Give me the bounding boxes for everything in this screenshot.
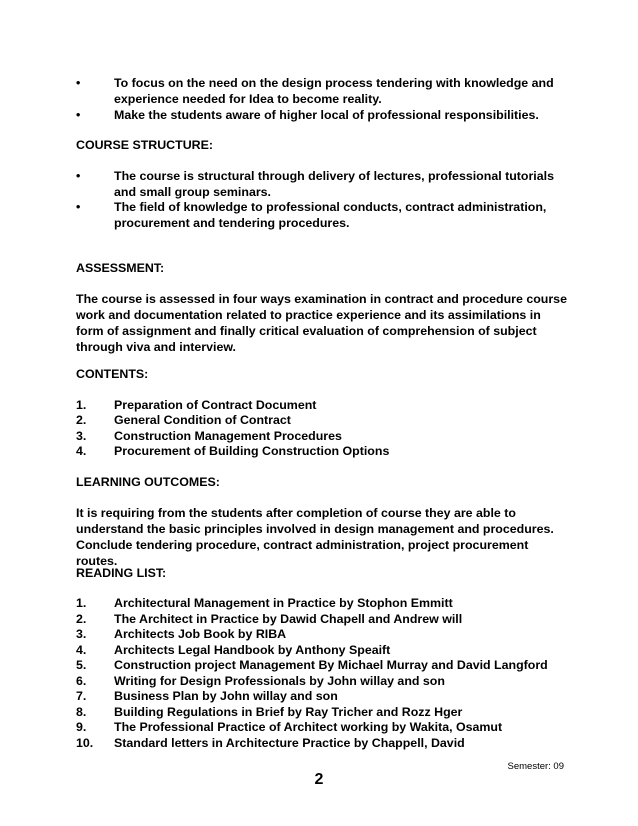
contents-heading: CONTENTS: <box>76 367 149 381</box>
contents-text: Preparation of Contract Document <box>114 398 317 412</box>
reading-list-text: Architects Job Book by RIBA <box>114 627 287 641</box>
reading-list-text: Building Regulations in Brief by Ray Tricher and Rozz Hger <box>114 705 463 719</box>
course-structure-text: The course is structural through delivery of lectures, professional tutorials and small group seminars. <box>114 169 554 199</box>
reading-list-text: Architectural Management in Practice by Stophon Emmitt <box>114 596 453 610</box>
bullet-icon: • <box>76 108 81 122</box>
learning-outcomes-heading: LEARNING OUTCOMES: <box>76 475 220 489</box>
reading-list-item <box>76 704 566 720</box>
reading-list-item <box>76 673 566 689</box>
contents-text: Construction Management Procedures <box>114 429 342 443</box>
reading-list-item <box>76 642 566 658</box>
reading-list-number: 3. <box>76 627 87 641</box>
objective-item <box>76 107 566 123</box>
course-structure-item <box>76 168 566 200</box>
reading-list-text: Construction project Management By Michael Murray and David Langford <box>114 658 548 672</box>
reading-list-item <box>76 611 566 627</box>
assessment-heading: ASSESSMENT: <box>76 261 165 275</box>
reading-list-number: 2. <box>76 612 87 626</box>
objective-text: Make the students aware of higher local of professional responsibilities. <box>114 108 539 122</box>
reading-list-item <box>76 657 566 673</box>
reading-list-number: 5. <box>76 658 87 672</box>
contents-number: 3. <box>76 429 87 443</box>
reading-list-item <box>76 735 566 751</box>
reading-list-text: The Professional Practice of Architect working by Wakita, Osamut <box>114 720 503 734</box>
contents-item <box>76 443 566 459</box>
reading-list-text: Architects Legal Handbook by Anthony Speaift <box>114 643 391 657</box>
reading-list-number: 9. <box>76 720 87 734</box>
contents-text: General Condition of Contract <box>114 413 291 427</box>
course-structure-item <box>76 199 566 231</box>
page-number: 2 <box>314 771 324 788</box>
contents-item <box>76 412 566 428</box>
reading-list-number: 10. <box>76 736 94 750</box>
reading-list-heading: READING LIST: <box>76 566 167 580</box>
reading-list-text: Business Plan by John willay and son <box>114 689 338 703</box>
learning-outcomes-paragraph: It is requiring from the students after completion of course they are able to understand the basic principles involved in design management and procedures. Conclude tendering procedure, contract administration, project procurement routes. <box>76 506 554 568</box>
contents-number: 2. <box>76 413 87 427</box>
reading-list-text: Writing for Design Professionals by John willay and son <box>114 674 445 688</box>
contents-text: Procurement of Building Construction Options <box>114 444 390 458</box>
bullet-icon: • <box>76 200 81 214</box>
reading-list-number: 8. <box>76 705 87 719</box>
reading-list-text: Standard letters in Architecture Practice by Chappell, David <box>114 736 465 750</box>
reading-list-text: The Architect in Practice by Dawid Chapell and Andrew will <box>114 612 463 626</box>
course-structure-heading: COURSE STRUCTURE: <box>76 138 213 152</box>
semester-label: Semester: 09 <box>507 761 564 772</box>
reading-list-item <box>76 595 566 611</box>
reading-list-number: 1. <box>76 596 87 610</box>
contents-number: 4. <box>76 444 87 458</box>
bullet-icon: • <box>76 169 81 183</box>
reading-list-item <box>76 626 566 642</box>
bullet-icon: • <box>76 76 81 90</box>
reading-list-number: 7. <box>76 689 87 703</box>
reading-list-item <box>76 719 566 735</box>
course-structure-text: The field of knowledge to professional conducts, contract administration, procurement and tendering procedures. <box>114 200 547 230</box>
contents-item <box>76 397 566 413</box>
contents-number: 1. <box>76 398 87 412</box>
reading-list-number: 4. <box>76 643 87 657</box>
reading-list-number: 6. <box>76 674 87 688</box>
contents-item <box>76 428 566 444</box>
objective-text: To focus on the need on the design process tendering with knowledge and experience needed for Idea to become reality. <box>114 76 554 106</box>
reading-list-item <box>76 688 566 704</box>
objective-item <box>76 75 566 107</box>
assessment-paragraph: The course is assessed in four ways examination in contract and procedure course work and documentation related to practice experience and its assimilations in form of assignment and finally critical evaluation of comprehension of subject through viva and interview. <box>76 292 567 354</box>
